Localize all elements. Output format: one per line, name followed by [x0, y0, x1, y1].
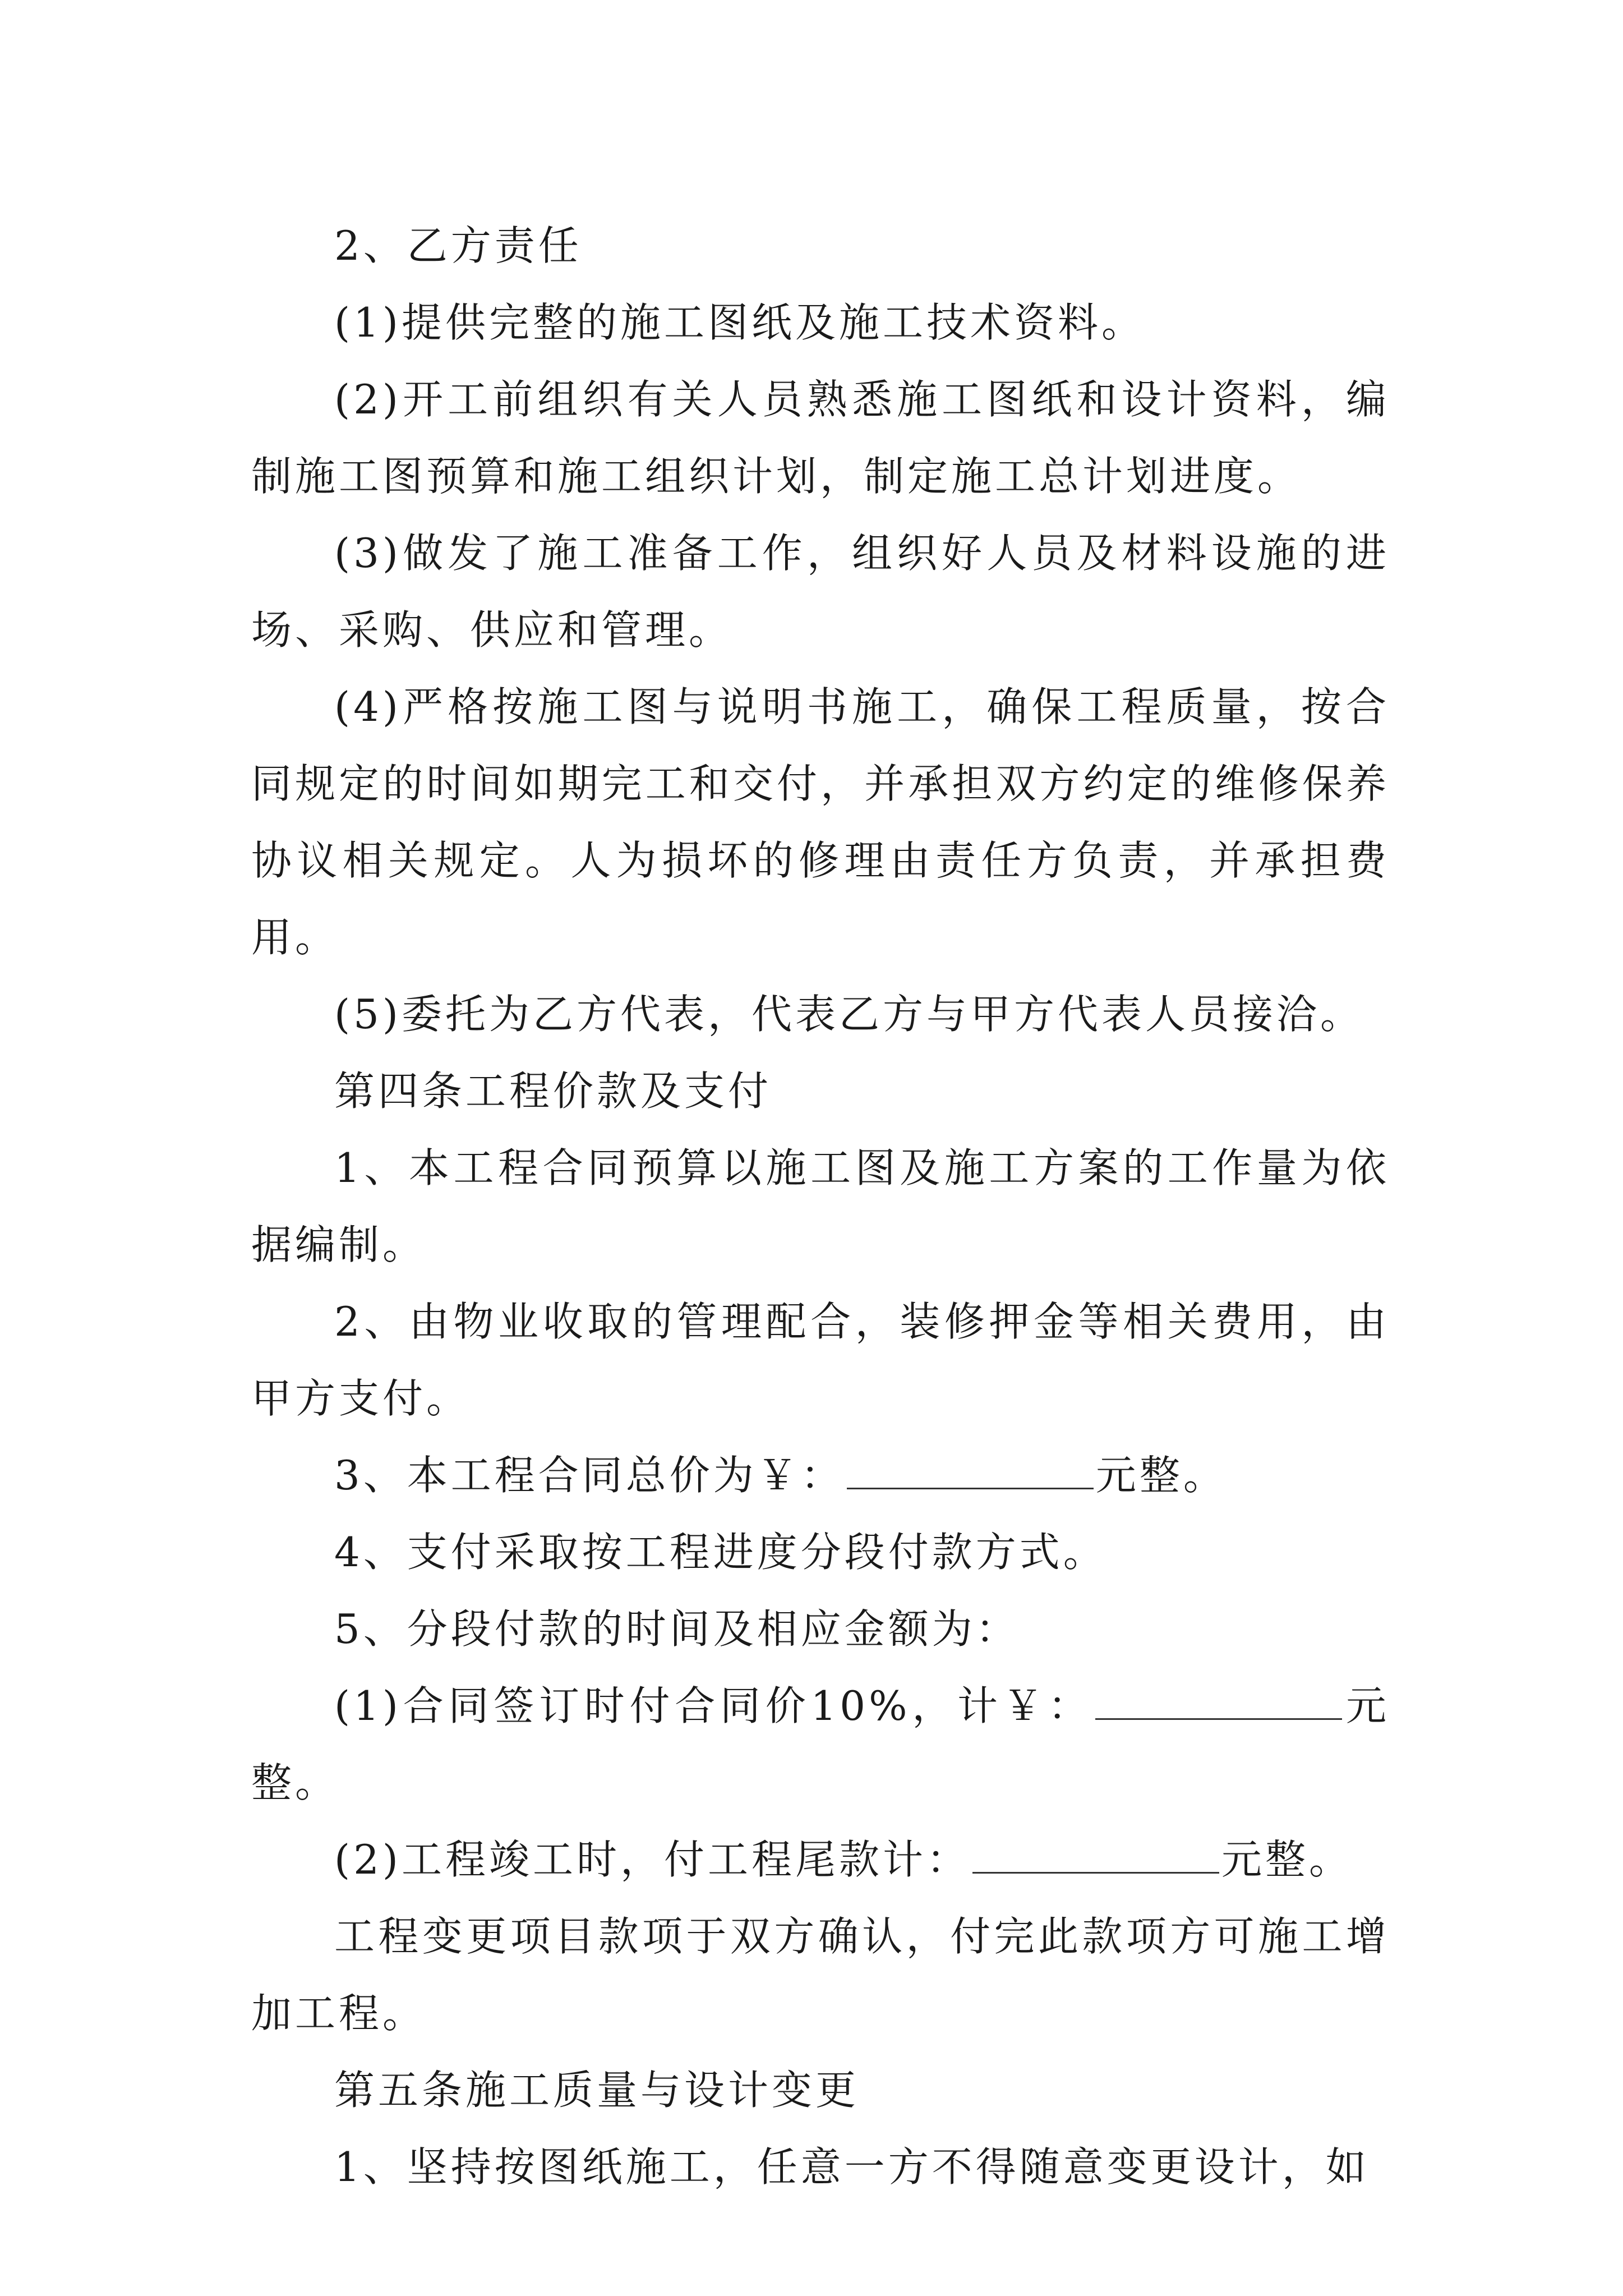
article-5-item-1: 1、坚持按图纸施工，任意一方不得随意变更设计，如 [334, 2143, 1370, 2191]
payment-2-label: (2)工程竣工时，付工程尾款计： [334, 1836, 970, 1883]
article-5-heading: 第五条施工质量与设计变更 [334, 2067, 860, 2114]
article-4-item-4: 4、支付采取按工程进度分段付款方式。 [334, 1529, 1107, 1576]
total-price-suffix: 元整。 [1095, 1452, 1227, 1499]
clause-b1: (1)提供完整的施工图纸及施工技术资料。 [334, 299, 1145, 346]
article-4-item-5: 5、分段付款的时间及相应金额为： [334, 1605, 1020, 1653]
article-4-item-1: 1、本工程合同预算以施工图及施工方案的工作量为依据编制。 [251, 1144, 1390, 1268]
payment-1-blank[interactable] [1095, 1685, 1342, 1720]
article-4-heading: 第四条工程价款及支付 [334, 1068, 772, 1115]
clause-b4: (4)严格按施工图与说明书施工，确保工程质量，按合同规定的时间如期完工和交付，并承担双方约定的维修保养协议相关规定。人为损坏的修理由责任方负责，并承担费用。 [251, 683, 1390, 961]
payment-line-1 [251, 1668, 1390, 1821]
clause-b3: (3)做发了施工准备工作，组织好人员及材料设施的进场、采购、供应和管理。 [251, 530, 1390, 654]
clause-b2: (2)开工前组织有关人员熟悉施工图纸和设计资料，编制施工图预算和施工组织计划，制定施工总计划进度。 [251, 376, 1390, 500]
payment-1-suffix: 元整。 [251, 1682, 1390, 1806]
payment-2-suffix: 元整。 [1221, 1836, 1353, 1883]
total-price-blank[interactable] [847, 1454, 1094, 1489]
document-body [251, 208, 1390, 2206]
clause-b5: (5)委托为乙方代表，代表乙方与甲方代表人员接洽。 [334, 991, 1364, 1038]
total-price-label: 3、本工程合同总价为￥： [334, 1452, 845, 1499]
article-4-item-2: 2、由物业收取的管理配合，装修押金等相关费用，由甲方支付。 [251, 1298, 1390, 1422]
payment-1-label: (1)合同签订时付合同价10%，计￥： [334, 1682, 1094, 1729]
change-payment-note: 工程变更项目款项于双方确认，付完此款项方可施工增加工程。 [251, 1913, 1390, 2037]
section-heading-party-b: 2、乙方责任 [334, 222, 582, 269]
article-4-item-3 [251, 1437, 1390, 1514]
payment-line-2 [251, 1821, 1390, 1898]
payment-2-blank[interactable] [972, 1838, 1219, 1874]
